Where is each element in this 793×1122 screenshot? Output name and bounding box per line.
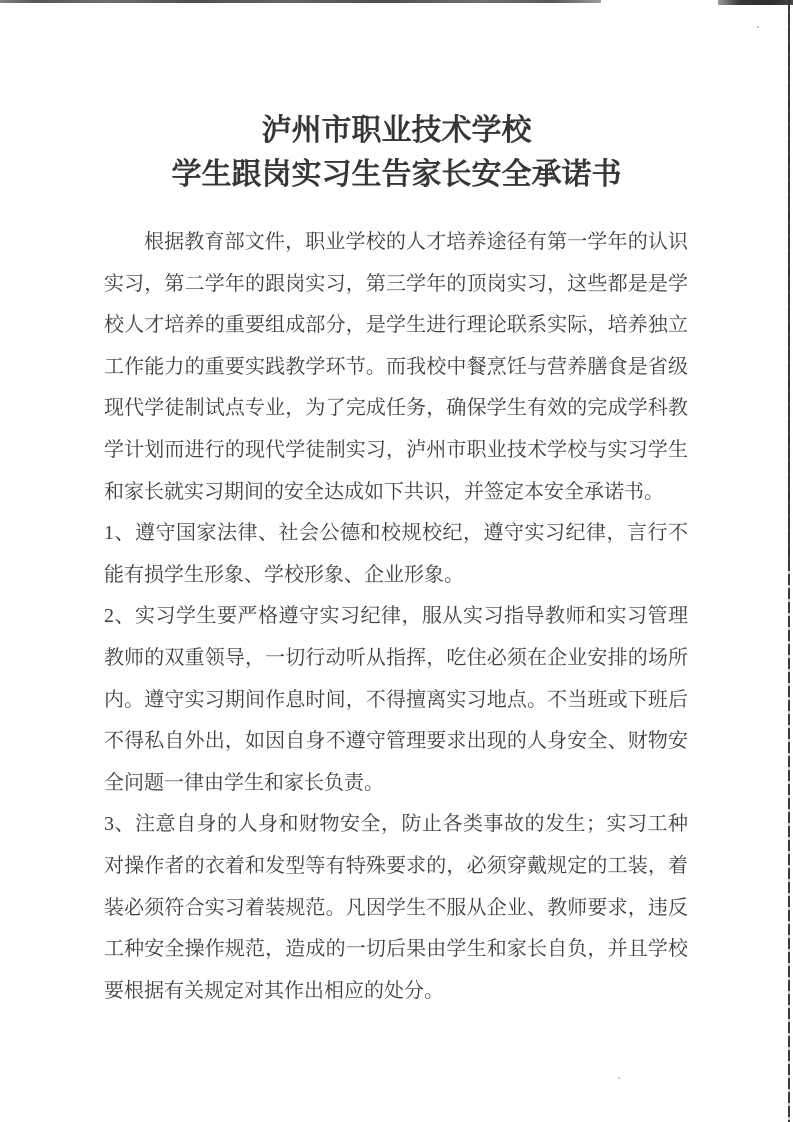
scan-speck <box>757 26 759 28</box>
intro-paragraph: 根据教育部文件，职业学校的人才培养途径有第一学年的认识实习，第二学年的跟岗实习，第三学年的顶岗实习，这些都是是学校人才培养的重要组成部分，是学生进行理论联系实际，培养独立工作能力的重要实践教学环节。而我校中餐烹饪与营养膳食是省级现代学徒制试点专业，为了完成任务，确保学生有效的完成学科教学计划而进行的现代学徒制实习，泸州市职业技术学校与实习学生和家长就实习期间的安全达成如下共识，并签定本安全承诺书。 <box>104 231 688 503</box>
document-title <box>0 109 793 197</box>
document-body <box>104 222 688 1012</box>
scan-artifact-top-edge-left <box>0 0 601 3</box>
scan-artifact-right-edge-line-solid <box>788 0 790 560</box>
scan-artifact-top-edge-right <box>718 0 793 5</box>
document-title-line-2: 学生跟岗实习生告家长安全承诺书 <box>171 158 622 191</box>
list-item-1: 1、遵守国家法律、社会公德和校规校纪，遵守实习纪律，言行不能有损学生形象、学校形象、企业形象。 <box>104 522 688 586</box>
scan-speck <box>618 1077 620 1079</box>
list-item-2: 2、实习学生要严格遵守实习纪律，服从实习指导教师和实习管理教师的双重领导，一切行动听从指挥，吃住必须在企业安排的场所内。遵守实习期间作息时间，不得擅离实习地点。不当班或下班后不得私自外出，如因自身不遵守管理要求出现的人身安全、财物安全问题一律由学生和家长负责。 <box>104 605 688 794</box>
document-title-line-1: 泸州市职业技术学校 <box>261 114 532 147</box>
list-item-3: 3、注意自身的人身和财物安全，防止各类事故的发生；实习工种对操作者的衣着和发型等有特殊要求的，必须穿戴规定的工装，着装必须符合实习着装规范。凡因学生不服从企业、教师要求，违反工种安全操作规范，造成的一切后果由学生和家长自负，并且学校要根据有关规定对其作出相应的处分。 <box>104 813 688 1002</box>
